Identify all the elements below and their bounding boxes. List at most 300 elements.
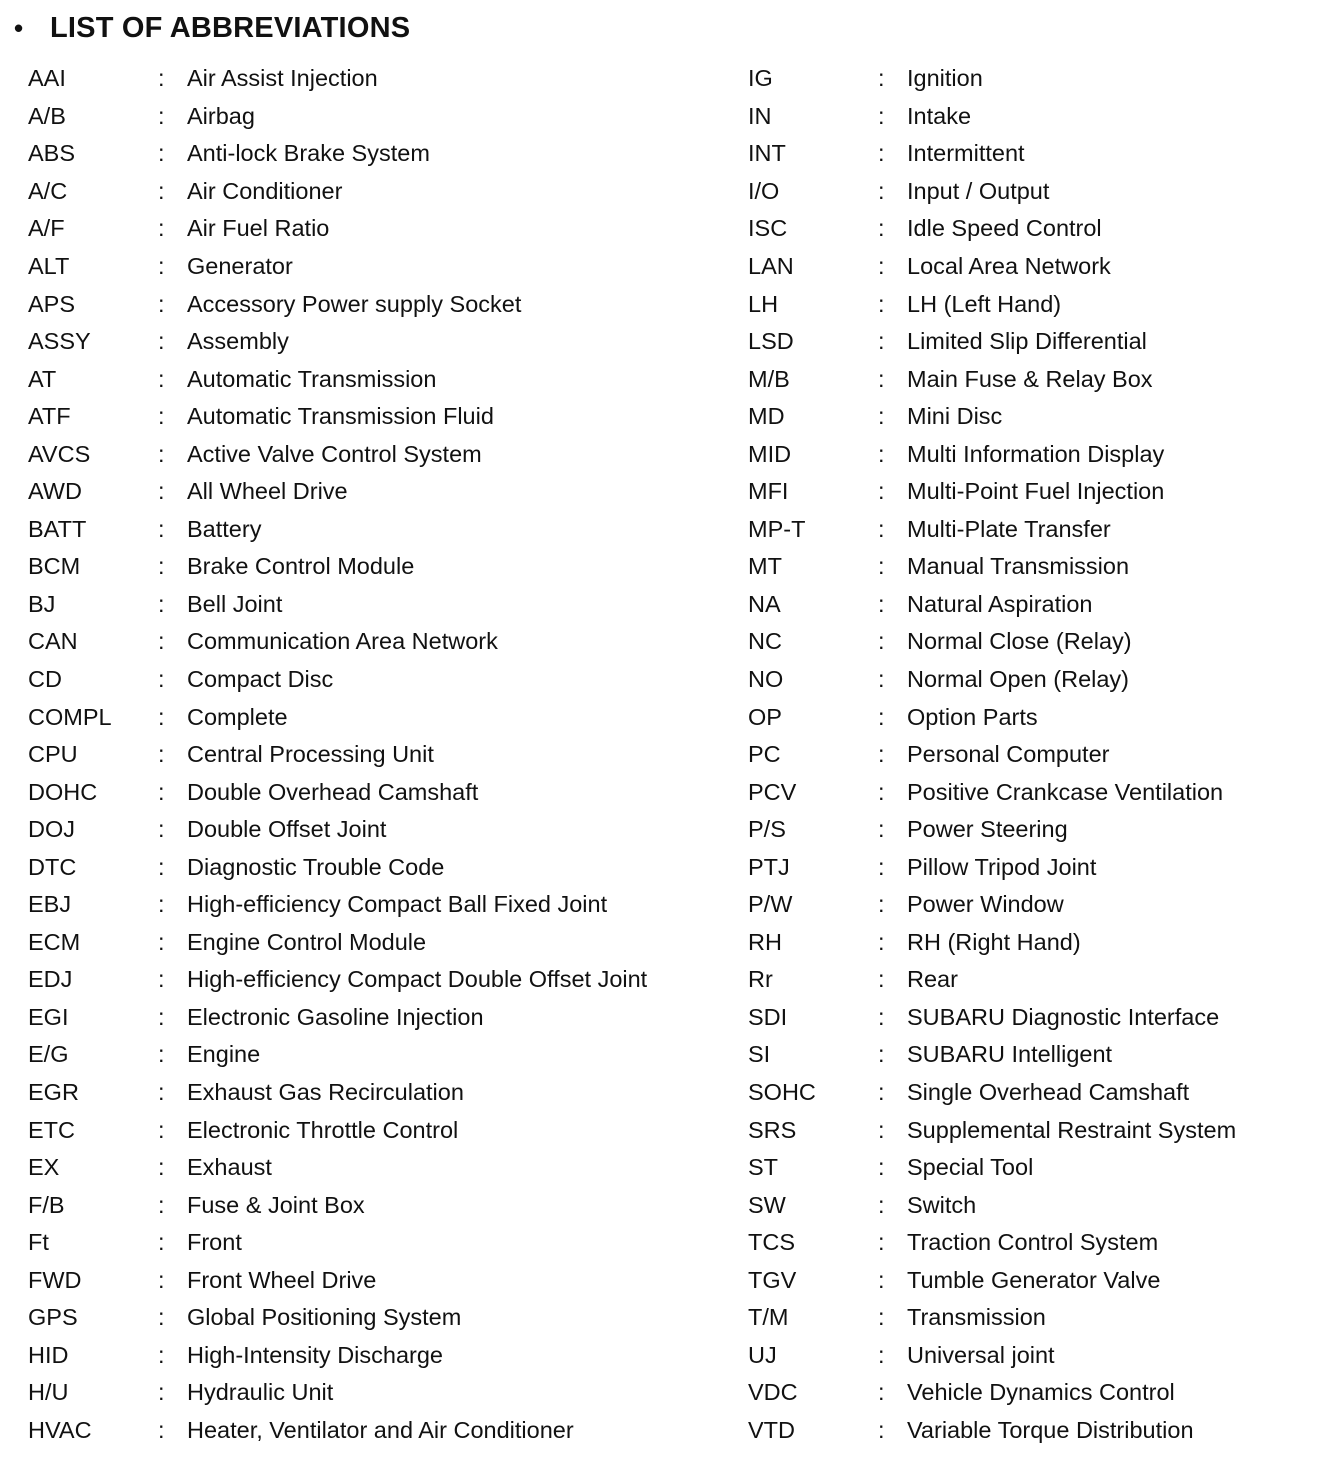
- abbreviation-term: VTD: [748, 1416, 795, 1443]
- separator-colon: :: [878, 478, 885, 505]
- abbreviation-definition: Air Conditioner: [187, 177, 343, 204]
- abbreviation-term: MFI: [748, 478, 789, 505]
- abbreviation-definition: Front Wheel Drive: [187, 1266, 377, 1293]
- abbreviation-definition: Universal joint: [907, 1341, 1055, 1368]
- abbreviation-row: [748, 848, 1236, 886]
- abbreviation-row: [28, 1262, 647, 1300]
- abbreviation-definition: Positive Crankcase Ventilation: [907, 778, 1224, 805]
- abbreviation-row: [28, 473, 647, 511]
- separator-colon: :: [878, 703, 885, 730]
- abbreviation-definition: Battery: [187, 515, 262, 542]
- abbreviation-definition: Limited Slip Differential: [907, 328, 1147, 355]
- abbreviation-definition: Input / Output: [907, 177, 1050, 204]
- separator-colon: :: [878, 1379, 885, 1406]
- abbreviation-row: [748, 511, 1236, 549]
- abbreviation-row: [28, 999, 647, 1037]
- abbreviation-row: [748, 135, 1236, 173]
- abbreviation-term: F/B: [28, 1191, 65, 1218]
- separator-colon: :: [158, 1416, 165, 1443]
- separator-colon: :: [878, 177, 885, 204]
- abbreviation-definition: Global Positioning System: [187, 1304, 462, 1331]
- abbreviation-row: [748, 1074, 1236, 1112]
- separator-colon: :: [158, 1041, 165, 1068]
- separator-colon: :: [878, 1341, 885, 1368]
- separator-colon: :: [878, 778, 885, 805]
- abbreviation-row: [28, 811, 647, 849]
- separator-colon: :: [158, 853, 165, 880]
- abbreviation-term: TGV: [748, 1266, 797, 1293]
- separator-colon: :: [878, 1116, 885, 1143]
- abbreviation-term: UJ: [748, 1341, 777, 1368]
- abbreviation-definition: Engine Control Module: [187, 928, 427, 955]
- abbreviation-term: INT: [748, 140, 786, 167]
- abbreviation-definition: RH (Right Hand): [907, 928, 1081, 955]
- page-title: LIST OF ABBREVIATIONS: [50, 11, 411, 44]
- abbreviation-definition: Idle Speed Control: [907, 215, 1102, 242]
- abbreviation-row: [28, 1224, 647, 1262]
- separator-colon: :: [158, 365, 165, 392]
- abbreviation-definition: Central Processing Unit: [187, 741, 434, 768]
- abbreviation-definition: Double Offset Joint: [187, 816, 387, 843]
- abbreviation-term: DOHC: [28, 778, 98, 805]
- separator-colon: :: [158, 253, 165, 279]
- separator-colon: :: [158, 215, 165, 242]
- abbreviation-row: [28, 135, 647, 173]
- abbreviation-definition: Air Fuel Ratio: [187, 215, 330, 242]
- abbreviation-term: COMPL: [28, 703, 112, 730]
- separator-colon: :: [158, 140, 165, 167]
- abbreviation-definition: Compact Disc: [187, 666, 334, 693]
- separator-colon: :: [158, 290, 165, 317]
- abbreviation-definition: Variable Torque Distribution: [907, 1416, 1194, 1443]
- abbreviation-definition: Automatic Transmission Fluid: [187, 403, 494, 430]
- abbreviation-row: [28, 1111, 647, 1149]
- abbreviation-row: [748, 661, 1236, 699]
- separator-colon: :: [158, 628, 165, 655]
- abbreviation-row: [28, 623, 647, 661]
- abbreviation-row: [748, 924, 1236, 962]
- abbreviation-row: [28, 1036, 647, 1074]
- abbreviation-row: [748, 435, 1236, 473]
- abbreviation-term: NC: [748, 628, 782, 655]
- abbreviation-definition: Front: [187, 1229, 242, 1256]
- abbreviation-row: [28, 1149, 647, 1187]
- abbreviation-row: [28, 661, 647, 699]
- abbreviation-row: [28, 435, 647, 473]
- separator-colon: :: [158, 440, 165, 467]
- separator-colon: :: [158, 1229, 165, 1256]
- abbreviation-term: LH: [748, 290, 779, 317]
- separator-colon: :: [878, 891, 885, 918]
- abbreviation-term: TCS: [748, 1229, 795, 1256]
- abbreviation-term: BATT: [28, 515, 87, 542]
- abbreviation-row: [748, 961, 1236, 999]
- abbreviation-row: [748, 1262, 1236, 1300]
- abbreviation-term: MID: [748, 440, 792, 467]
- separator-colon: :: [158, 928, 165, 955]
- abbreviation-definition: Special Tool: [907, 1154, 1034, 1181]
- abbreviation-row: [28, 886, 647, 924]
- abbreviation-definition: Local Area Network: [907, 253, 1111, 279]
- abbreviation-definition: Air Assist Injection: [187, 65, 378, 92]
- separator-colon: :: [878, 253, 885, 279]
- separator-colon: :: [878, 666, 885, 693]
- abbreviation-definition: Bell Joint: [187, 590, 283, 617]
- separator-colon: :: [878, 440, 885, 467]
- abbreviation-term: M/B: [748, 365, 790, 392]
- abbreviation-term: PTJ: [748, 853, 790, 880]
- abbreviation-term: NA: [748, 590, 781, 617]
- separator-colon: :: [158, 966, 165, 993]
- abbreviation-row: [28, 1299, 647, 1337]
- abbreviation-definition: High-efficiency Compact Ball Fixed Joint: [187, 891, 608, 918]
- abbreviation-term: IN: [748, 102, 772, 129]
- abbreviation-definition: Exhaust: [187, 1154, 272, 1181]
- separator-colon: :: [878, 1229, 885, 1256]
- abbreviation-term: E/G: [28, 1041, 69, 1068]
- abbreviation-term: IG: [748, 65, 773, 92]
- abbreviation-definition: SUBARU Intelligent: [907, 1041, 1113, 1068]
- abbreviation-term: P/W: [748, 891, 793, 918]
- abbreviation-definition: Engine: [187, 1041, 261, 1068]
- separator-colon: :: [158, 1266, 165, 1293]
- abbreviation-term: SDI: [748, 1003, 788, 1030]
- separator-colon: :: [878, 515, 885, 542]
- abbreviation-definition: Power Steering: [907, 816, 1068, 843]
- abbreviation-term: EGI: [28, 1003, 69, 1030]
- separator-colon: :: [158, 1341, 165, 1368]
- separator-colon: :: [158, 1379, 165, 1406]
- separator-colon: :: [878, 365, 885, 392]
- abbreviation-row: [748, 473, 1236, 511]
- abbreviation-row: [748, 398, 1236, 436]
- abbreviation-term: A/B: [28, 102, 66, 129]
- separator-colon: :: [158, 102, 165, 129]
- abbreviation-definition: Exhaust Gas Recirculation: [187, 1079, 464, 1106]
- abbreviation-definition: Personal Computer: [907, 741, 1110, 768]
- abbreviation-row: [748, 1224, 1236, 1262]
- abbreviation-list-left: [28, 60, 647, 1449]
- separator-colon: :: [158, 553, 165, 580]
- abbreviation-term: Ft: [28, 1229, 49, 1256]
- abbreviation-term: T/M: [748, 1304, 789, 1331]
- abbreviation-row: [28, 773, 647, 811]
- abbreviation-definition: Accessory Power supply Socket: [187, 290, 522, 317]
- abbreviation-row: [28, 285, 647, 323]
- abbreviation-term: P/S: [748, 816, 786, 843]
- separator-colon: :: [158, 816, 165, 843]
- abbreviation-term: EDJ: [28, 966, 73, 993]
- abbreviation-definition: Switch: [907, 1191, 977, 1218]
- abbreviation-definition: Transmission: [907, 1304, 1046, 1331]
- abbreviation-row: [28, 173, 647, 211]
- abbreviation-row: [748, 173, 1236, 211]
- abbreviation-definition: Anti-lock Brake System: [187, 140, 430, 167]
- abbreviation-row: [28, 848, 647, 886]
- abbreviation-term: ATF: [28, 403, 71, 430]
- abbreviation-row: [28, 210, 647, 248]
- abbreviation-term: SI: [748, 1041, 771, 1068]
- abbreviation-definition: Complete: [187, 703, 288, 730]
- abbreviation-row: [28, 98, 647, 136]
- abbreviation-row: [28, 1186, 647, 1224]
- separator-colon: :: [158, 1304, 165, 1331]
- abbreviation-term: LAN: [748, 253, 794, 279]
- separator-colon: :: [878, 628, 885, 655]
- abbreviation-term: EX: [28, 1154, 60, 1181]
- abbreviation-term: BJ: [28, 590, 56, 617]
- abbreviation-term: ASSY: [28, 328, 91, 355]
- abbreviation-term: FWD: [28, 1266, 82, 1293]
- abbreviation-definition: Multi Information Display: [907, 440, 1165, 467]
- abbreviation-definition: High-efficiency Compact Double Offset Joint: [187, 966, 648, 993]
- abbreviation-term: AVCS: [28, 440, 91, 467]
- separator-colon: :: [878, 1154, 885, 1181]
- abbreviation-row: [748, 210, 1236, 248]
- abbreviation-term: ECM: [28, 928, 81, 955]
- abbreviation-definition: Power Window: [907, 891, 1064, 918]
- abbreviation-term: LSD: [748, 328, 794, 355]
- separator-colon: :: [878, 1041, 885, 1068]
- abbreviation-definition: Manual Transmission: [907, 553, 1130, 580]
- separator-colon: :: [158, 666, 165, 693]
- separator-colon: :: [878, 65, 885, 92]
- abbreviation-term: ETC: [28, 1116, 75, 1143]
- abbreviation-row: [748, 1111, 1236, 1149]
- abbreviation-term: MT: [748, 553, 782, 580]
- separator-colon: :: [158, 1191, 165, 1218]
- abbreviation-term: BCM: [28, 553, 81, 580]
- separator-colon: :: [878, 553, 885, 580]
- abbreviation-definition: All Wheel Drive: [187, 478, 348, 505]
- abbreviation-term: CD: [28, 666, 62, 693]
- separator-colon: :: [878, 1191, 885, 1218]
- abbreviation-definition: Double Overhead Camshaft: [187, 778, 479, 805]
- abbreviation-row: [748, 623, 1236, 661]
- separator-colon: :: [878, 102, 885, 129]
- abbreviation-row: [748, 736, 1236, 774]
- separator-colon: :: [878, 140, 885, 167]
- abbreviation-definition: Natural Aspiration: [907, 590, 1093, 617]
- abbreviation-term: GPS: [28, 1304, 78, 1331]
- abbreviation-term: H/U: [28, 1379, 69, 1406]
- abbreviation-term: MD: [748, 403, 785, 430]
- separator-colon: :: [878, 1079, 885, 1106]
- abbreviation-row: [28, 961, 647, 999]
- abbreviation-term: ISC: [748, 215, 788, 242]
- abbreviation-definition: Multi-Plate Transfer: [907, 515, 1111, 542]
- abbreviation-row: [748, 60, 1236, 98]
- abbreviation-row: [28, 1074, 647, 1112]
- separator-colon: :: [158, 1079, 165, 1106]
- abbreviation-definition: Automatic Transmission: [187, 365, 437, 392]
- abbreviation-row: [748, 886, 1236, 924]
- abbreviation-row: [28, 323, 647, 361]
- abbreviation-term: EGR: [28, 1079, 79, 1106]
- abbreviation-definition: Fuse & Joint Box: [187, 1191, 365, 1218]
- separator-colon: :: [878, 966, 885, 993]
- separator-colon: :: [158, 177, 165, 204]
- abbreviation-row: [28, 398, 647, 436]
- abbreviation-term: VDC: [748, 1379, 798, 1406]
- separator-colon: :: [158, 891, 165, 918]
- abbreviation-term: A/C: [28, 177, 68, 204]
- separator-colon: :: [158, 65, 165, 92]
- separator-colon: :: [158, 741, 165, 768]
- separator-colon: :: [878, 1416, 885, 1443]
- separator-colon: :: [878, 403, 885, 430]
- abbreviation-definition: Rear: [907, 966, 958, 993]
- abbreviation-row: [748, 1337, 1236, 1375]
- abbreviation-row: [28, 360, 647, 398]
- separator-colon: :: [878, 1304, 885, 1331]
- abbreviation-definition: Normal Close (Relay): [907, 628, 1132, 655]
- abbreviation-row: [28, 248, 647, 286]
- abbreviation-row: [28, 1412, 647, 1450]
- abbreviation-row: [748, 999, 1236, 1037]
- separator-colon: :: [158, 1154, 165, 1181]
- separator-colon: :: [878, 816, 885, 843]
- separator-colon: :: [878, 741, 885, 768]
- separator-colon: :: [878, 928, 885, 955]
- abbreviation-term: EBJ: [28, 891, 72, 918]
- abbreviation-definition: Vehicle Dynamics Control: [907, 1379, 1175, 1406]
- separator-colon: :: [878, 853, 885, 880]
- abbreviation-term: DTC: [28, 853, 77, 880]
- abbreviation-term: OP: [748, 703, 782, 730]
- abbreviation-term: AAI: [28, 65, 66, 92]
- abbreviation-term: DOJ: [28, 816, 75, 843]
- abbreviation-definition: LH (Left Hand): [907, 290, 1062, 317]
- abbreviation-row: [748, 285, 1236, 323]
- abbreviation-definition: Pillow Tripod Joint: [907, 853, 1097, 880]
- abbreviation-definition: Intermittent: [907, 140, 1025, 167]
- abbreviation-row: [28, 924, 647, 962]
- abbreviation-row: [28, 60, 647, 98]
- abbreviation-row: [28, 548, 647, 586]
- abbreviation-term: CAN: [28, 628, 78, 655]
- separator-colon: :: [878, 590, 885, 617]
- page-heading: [14, 8, 410, 48]
- abbreviation-row: [748, 360, 1236, 398]
- abbreviation-row: [748, 1036, 1236, 1074]
- abbreviation-definition: Main Fuse & Relay Box: [907, 365, 1153, 392]
- abbreviation-definition: Electronic Throttle Control: [187, 1116, 459, 1143]
- abbreviation-row: [748, 773, 1236, 811]
- abbreviation-row: [748, 1149, 1236, 1187]
- abbreviation-row: [748, 98, 1236, 136]
- abbreviation-definition: Intake: [907, 102, 972, 129]
- abbreviation-term: ST: [748, 1154, 779, 1181]
- abbreviation-term: PC: [748, 741, 781, 768]
- abbreviation-row: [28, 586, 647, 624]
- abbreviation-row: [748, 323, 1236, 361]
- abbreviation-definition: Active Valve Control System: [187, 440, 482, 467]
- abbreviation-definition: Mini Disc: [907, 403, 1003, 430]
- abbreviation-definition: SUBARU Diagnostic Interface: [907, 1003, 1220, 1030]
- abbreviation-definition: Airbag: [187, 102, 255, 129]
- abbreviation-row: [748, 1412, 1236, 1450]
- abbreviation-term: SRS: [748, 1116, 797, 1143]
- abbreviation-term: NO: [748, 666, 784, 693]
- abbreviation-row: [748, 548, 1236, 586]
- abbreviation-term: ALT: [28, 253, 70, 279]
- separator-colon: :: [878, 215, 885, 242]
- abbreviation-definition: Hydraulic Unit: [187, 1379, 334, 1406]
- abbreviation-term: HID: [28, 1341, 69, 1368]
- abbreviation-row: [748, 698, 1236, 736]
- abbreviation-definition: Multi-Point Fuel Injection: [907, 478, 1165, 505]
- abbreviation-term: CPU: [28, 741, 78, 768]
- abbreviation-term: SW: [748, 1191, 786, 1218]
- abbreviation-row: [748, 1374, 1236, 1412]
- separator-colon: :: [158, 328, 165, 355]
- abbreviation-term: PCV: [748, 778, 797, 805]
- abbreviation-term: RH: [748, 928, 782, 955]
- abbreviation-term: SOHC: [748, 1079, 816, 1106]
- separator-colon: :: [158, 1003, 165, 1030]
- separator-colon: :: [158, 778, 165, 805]
- abbreviation-row: [748, 586, 1236, 624]
- abbreviation-definition: High-Intensity Discharge: [187, 1341, 443, 1368]
- separator-colon: :: [158, 403, 165, 430]
- abbreviation-definition: Brake Control Module: [187, 553, 415, 580]
- abbreviation-definition: Traction Control System: [907, 1229, 1159, 1256]
- abbreviation-term: MP-T: [748, 515, 806, 542]
- abbreviation-definition: Communication Area Network: [187, 628, 498, 655]
- abbreviation-term: ABS: [28, 140, 76, 167]
- abbreviation-row: [28, 511, 647, 549]
- separator-colon: :: [878, 1266, 885, 1293]
- separator-colon: :: [878, 328, 885, 355]
- abbreviation-term: HVAC: [28, 1416, 92, 1443]
- abbreviation-term: A/F: [28, 215, 65, 242]
- separator-colon: :: [878, 1003, 885, 1030]
- abbreviation-definition: Electronic Gasoline Injection: [187, 1003, 484, 1030]
- abbreviation-row: [748, 1299, 1236, 1337]
- abbreviation-definition: Generator: [187, 253, 293, 279]
- abbreviation-definition: Assembly: [187, 328, 289, 355]
- abbreviation-definition: Single Overhead Camshaft: [907, 1079, 1190, 1106]
- abbreviation-row: [748, 248, 1236, 286]
- separator-colon: :: [158, 703, 165, 730]
- separator-colon: :: [158, 515, 165, 542]
- abbreviation-definition: Normal Open (Relay): [907, 666, 1130, 693]
- abbreviation-term: AWD: [28, 478, 82, 505]
- abbreviation-term: AT: [28, 365, 57, 392]
- separator-colon: :: [878, 290, 885, 317]
- bullet-icon: •: [14, 12, 24, 43]
- abbreviation-definition: Heater, Ventilator and Air Conditioner: [187, 1416, 574, 1443]
- abbreviation-definition: Option Parts: [907, 703, 1038, 730]
- abbreviation-row: [28, 736, 647, 774]
- abbreviation-term: APS: [28, 290, 76, 317]
- separator-colon: :: [158, 478, 165, 505]
- abbreviation-definition: Tumble Generator Valve: [907, 1266, 1161, 1293]
- abbreviation-list-right: [748, 60, 1236, 1449]
- abbreviation-definition: Diagnostic Trouble Code: [187, 853, 445, 880]
- separator-colon: :: [158, 590, 165, 617]
- abbreviation-row: [748, 811, 1236, 849]
- separator-colon: :: [158, 1116, 165, 1143]
- abbreviation-row: [28, 1374, 647, 1412]
- abbreviation-term: Rr: [748, 966, 773, 993]
- abbreviation-row: [748, 1186, 1236, 1224]
- abbreviation-row: [28, 1337, 647, 1375]
- abbreviation-definition: Supplemental Restraint System: [907, 1116, 1237, 1143]
- abbreviation-definition: Ignition: [907, 65, 983, 92]
- abbreviation-term: I/O: [748, 177, 780, 204]
